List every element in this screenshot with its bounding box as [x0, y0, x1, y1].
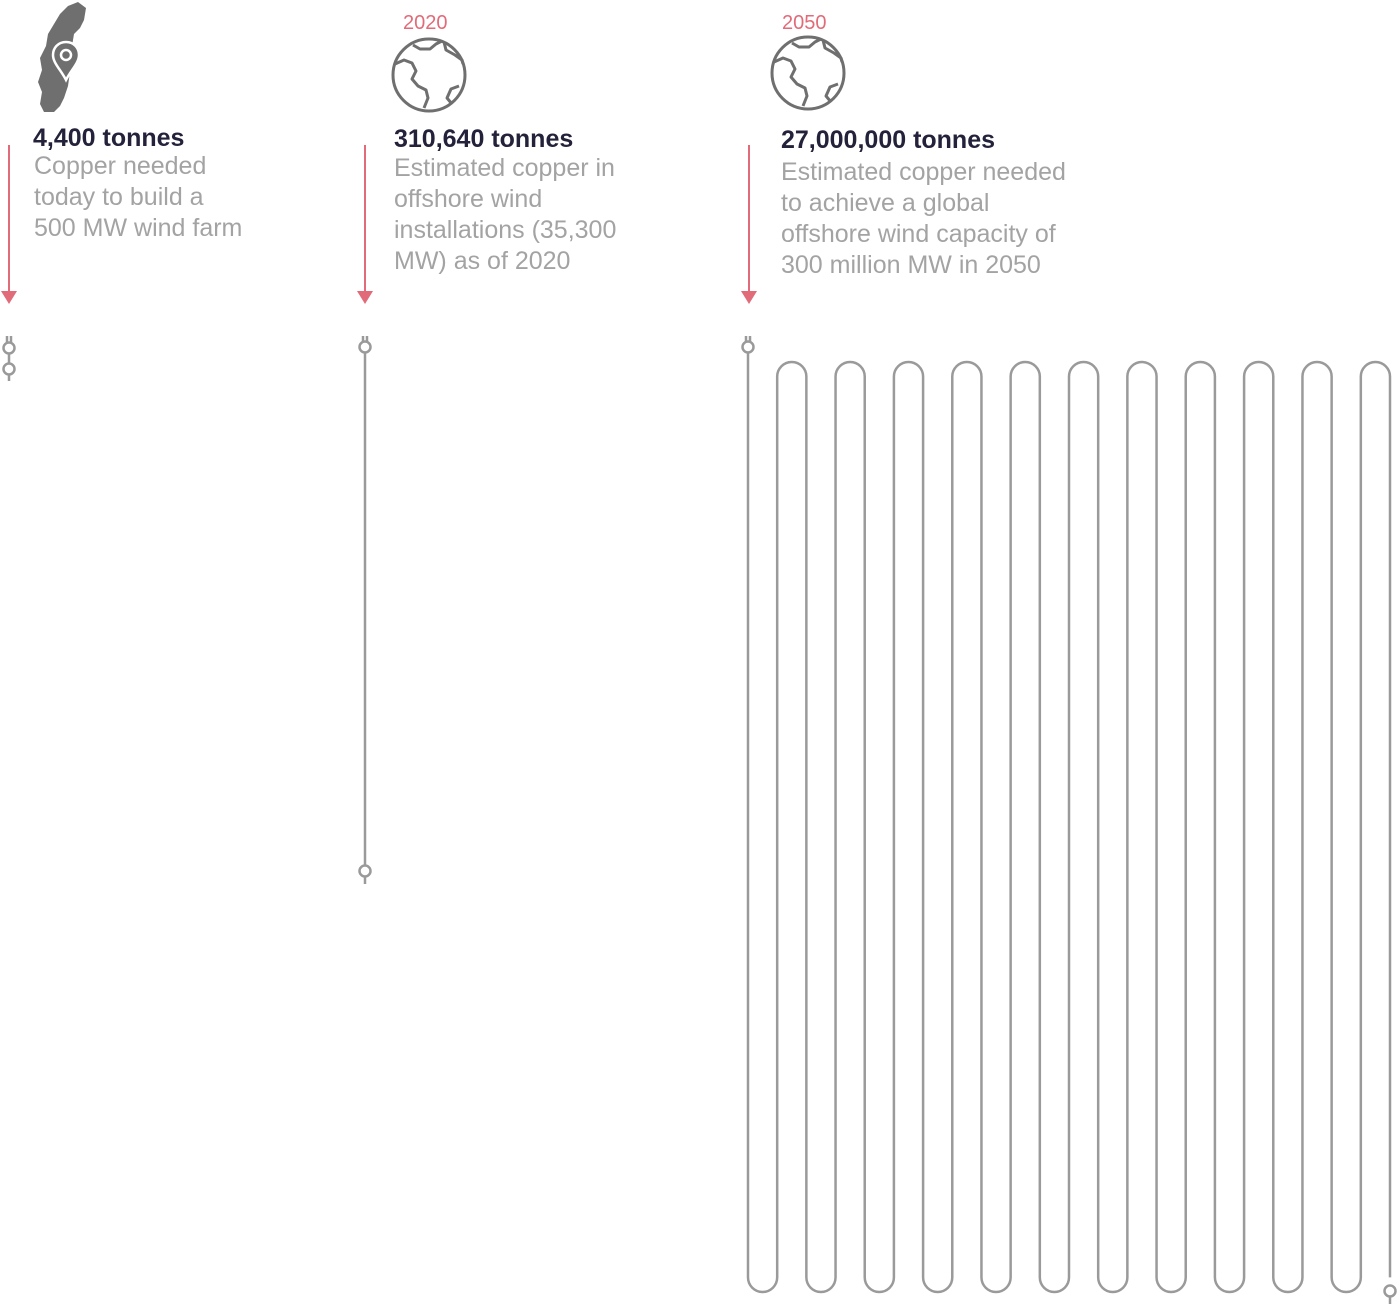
amount-label: 27,000,000 tonnes — [781, 126, 996, 154]
sweden-map-pin-icon — [38, 2, 86, 112]
down-arrow-icon — [357, 145, 373, 304]
copper-wire-short — [4, 336, 15, 381]
description-text: Copper needed today to build a 500 MW wind farm — [34, 152, 243, 242]
year-label: 2050 — [782, 12, 827, 34]
globe-icon — [393, 39, 465, 111]
down-arrow-icon — [741, 145, 757, 304]
description-text: Estimated copper needed to achieve a global offshore wind capacity of 300 million MW in 2050 — [781, 158, 1066, 279]
amount-label: 310,640 tonnes — [394, 125, 574, 153]
year-label: 2020 — [403, 12, 448, 34]
copper-wire-long — [743, 336, 1396, 1304]
down-arrow-icon — [1, 145, 17, 304]
description-text: Estimated copper in offshore wind installations (35,300 MW) as of 2020 — [394, 154, 617, 275]
amount-label: 4,400 tonnes — [33, 124, 185, 152]
copper-wire-medium — [360, 336, 371, 884]
globe-icon — [772, 37, 844, 109]
